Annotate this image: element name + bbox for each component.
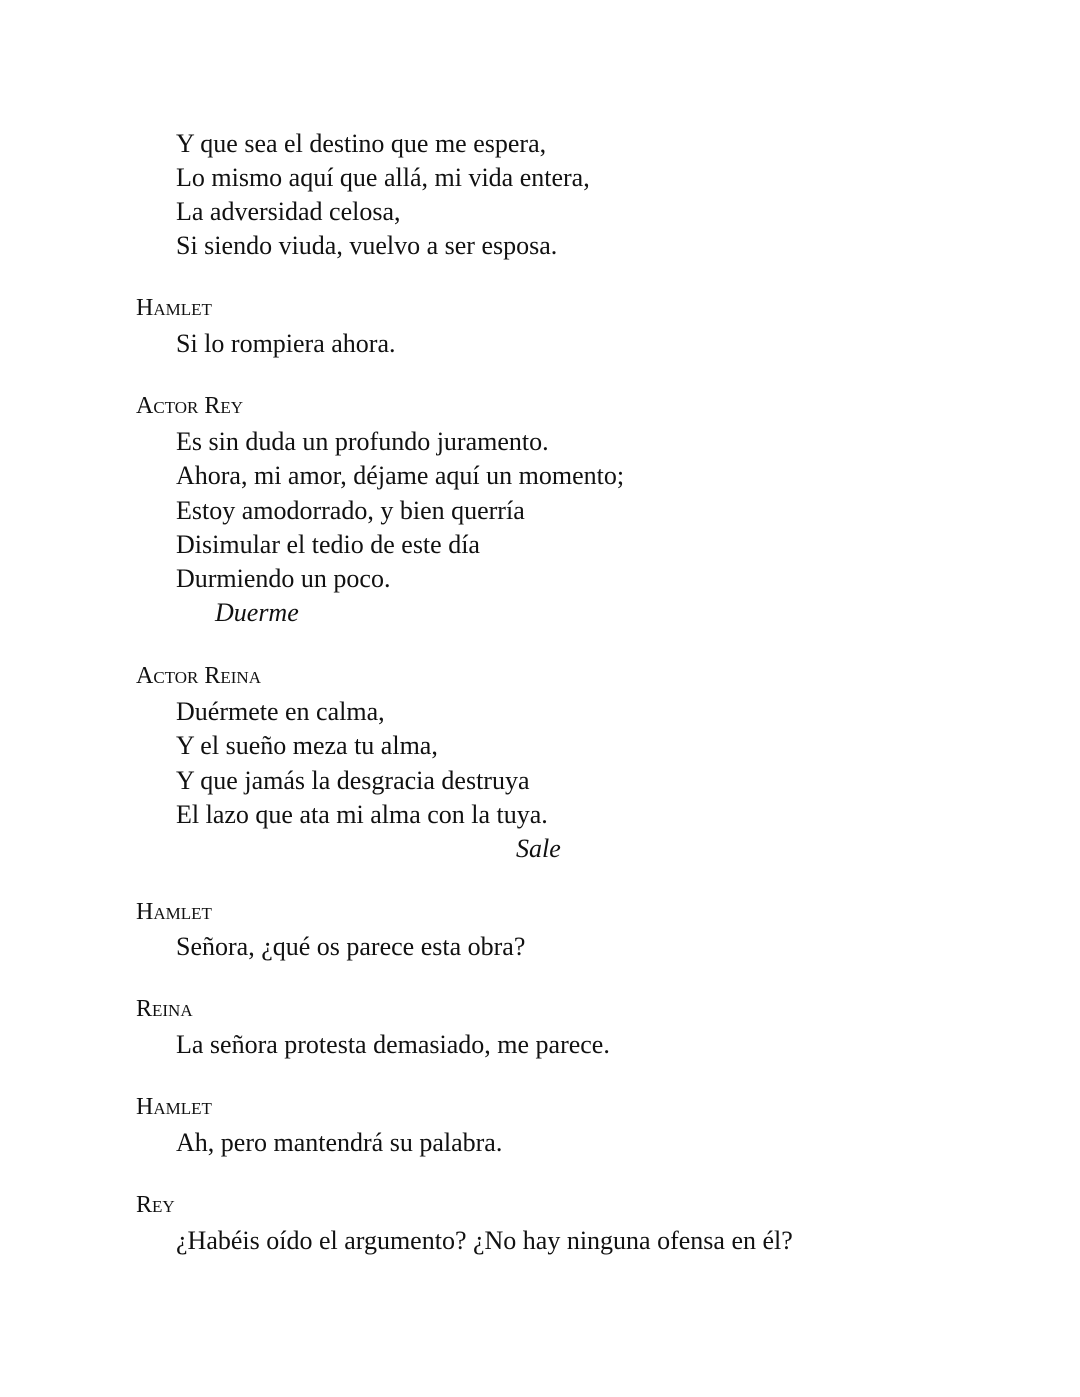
speaker-name: Hamlet [136,899,212,925]
verse-line: Ah, pero mantendrá su palabra. [176,1128,503,1157]
verse-line: Si lo rompiera ahora. [176,329,396,358]
verse-line: El lazo que ata mi alma con la tuya. [176,800,548,829]
verse-line: La señora protesta demasiado, me parece. [176,1030,610,1059]
verse-line: Y que sea el destino que me espera, [176,129,547,158]
verse-line: Ahora, mi amor, déjame aquí un momento; [176,461,625,490]
verse-line: Disimular el tedio de este día [176,530,480,559]
stage-direction: Duerme [215,598,299,627]
speaker-name: Actor Reina [136,663,261,689]
verse-line: Señora, ¿qué os parece esta obra? [176,932,526,961]
verse-line: ¿Habéis oído el argumento? ¿No hay ninguna ofensa en él? [176,1226,793,1255]
verse-line: Lo mismo aquí que allá, mi vida entera, [176,163,590,192]
verse-line: Y el sueño meza tu alma, [176,731,438,760]
speaker-name: Reina [136,996,193,1022]
verse-line: La adversidad celosa, [176,197,401,226]
verse-line: Durmiendo un poco. [176,564,391,593]
speaker-name: Hamlet [136,295,212,321]
speaker-name: Actor Rey [136,393,244,419]
speaker-name: Rey [136,1192,175,1218]
verse-line: Si siendo viuda, vuelvo a ser esposa. [176,231,558,260]
verse-line: Y que jamás la desgracia destruya [176,766,530,795]
verse-line: Es sin duda un profundo juramento. [176,427,549,456]
verse-line: Estoy amodorrado, y bien querría [176,496,525,525]
speaker-name: Hamlet [136,1094,212,1120]
stage-direction: Sale [516,834,561,863]
verse-line: Duérmete en calma, [176,697,385,726]
